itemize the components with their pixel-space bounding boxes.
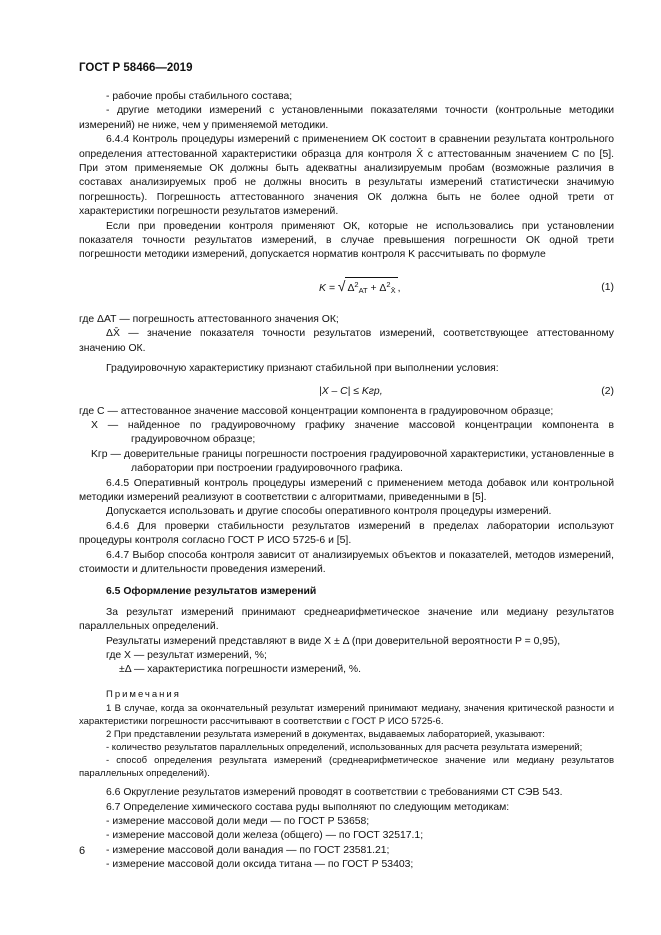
document-header: ГОСТ Р 58466—2019 <box>79 62 193 74</box>
formula-2 <box>79 381 614 403</box>
formula-2-number: (2) <box>601 385 614 397</box>
section-heading: 6.5 Оформление результатов измерений <box>106 586 317 598</box>
list-item: - измерение массовой доли ванадия — по ГОСТ 23581.21; <box>106 844 390 856</box>
note-item: - количество результатов параллельных определений, использованных для расчета результата измерений; <box>106 742 583 754</box>
formula-1-expression: K = √ $\Delta^2_{АТ} + \Delta^2_{X̄}$ , <box>319 277 400 298</box>
where-clause: где C — аттестованное значение массовой концентрации компонента в градуировочном образце; <box>79 405 554 417</box>
where-clause: где ΔАТ — погрешность аттестованного значения ОК; <box>79 313 339 325</box>
paragraph: Если при проведении контроля применяют ОК, которые не использовались при установлении показателя точности результатов измерений, в случае превышения погрешности ОК одной трети погрешности методики измерений, допускается норматив контроля K рассчитывать по формуле <box>79 220 614 261</box>
where-clause: Kгр — доверительные границы погрешности построения градуировочной характеристики, установленные в лаборатории при построении градуировочного графика. <box>91 448 614 475</box>
formula-1 <box>79 271 614 307</box>
note-item: 1 В случае, когда за окончательный результат измерений принимают медиану, значения критической разности и характеристики погрешности рассчитывают в соответствии с ГОСТ Р ИСО 5725-6. <box>79 703 614 728</box>
list-item: - измерение массовой доли железа (общего) — по ГОСТ 32517.1; <box>106 830 424 842</box>
paragraph: Допускается использовать и другие способы оперативного контроля процедуры измерений. <box>106 506 552 518</box>
note-item: 2 При представлении результата измерений в документах, выдаваемых лабораторией, указывают: <box>106 729 545 741</box>
paragraph: - другие методики измерений с установленными показателями точности (контрольные методики измерений) не ниже, чем у применяемой методики. <box>79 105 614 131</box>
note-item: - способ определения результата измерений (среднеарифметическое значение или медиану результатов параллельных определений). <box>79 755 614 780</box>
paragraph: За результат измерений принимают среднеарифметическое значение или медиану результатов параллельных определений. <box>79 606 614 633</box>
paragraph: 6.4.4 Контроль процедуры измерений с применением ОК состоит в сравнении результата контрольного определения аттестованной характеристики образца для контроля X̄ с аттестованным значением C по [5]. При этом применяемые ОК должны быть адекватны анализируемым пробам (возможные различия в составах анализируемых проб не должны вносить в результаты измерений статистически значимую погрешность). Погрешность аттестованного значения ОК должна быть не более одной трети от характеристики погрешности результатов измерений. <box>79 134 614 218</box>
paragraph: 6.4.6 Для проверки стабильности результатов измерений в пределах лаборатории используют процедуры контроля согласно ГОСТ Р ИСО 5725-6 и [5]. <box>79 520 614 547</box>
list-item: - измерение массовой доли оксида титана — по ГОСТ Р 53403; <box>106 859 414 871</box>
paragraph: где X — результат измерений, %; <box>106 650 267 661</box>
paragraph: Градуировочную характеристику признают стабильной при выполнении условия: <box>106 363 499 375</box>
notes-title: Примечания <box>106 688 181 700</box>
formula-1-lhs: K = <box>319 282 335 294</box>
where-clause: ΔX̄ — значение показателя точности результатов измерений, соответствующее аттестованному значению ОК. <box>79 328 614 354</box>
document-body <box>79 90 614 873</box>
paragraph: 6.4.7 Выбор способа контроля зависит от анализируемых объектов и показателей, методов измерений, стоимости и длительности проведения измерений. <box>79 549 614 575</box>
paragraph: Результаты измерений представляют в виде X ± Δ (при доверительной вероятности P = 0,95), <box>106 635 561 647</box>
formula-1-number: (1) <box>601 281 614 293</box>
formula-2-expression: |X – C| ≤ Kгр, <box>319 385 383 397</box>
paragraph: ±Δ — характеристика погрешности измерений, %. <box>119 664 362 676</box>
where-clause: X — найденное по градуировочному графику значение массовой концентрации компонента в градуировочном образце; <box>91 419 614 446</box>
paragraph: - рабочие пробы стабильного состава; <box>106 91 293 102</box>
paragraph: 6.4.5 Оперативный контроль процедуры измерений с применением метода добавок или контрольной методики измерений реализуют в соответствии с алгоритмами, приведенными в [5]. <box>79 477 614 503</box>
list-item: - измерение массовой доли меди — по ГОСТ Р 53658; <box>106 816 370 828</box>
paragraph: 6.6 Округление результатов измерений проводят в соответствии с требованиями СТ СЭВ 543. <box>106 787 563 799</box>
page-number: 6 <box>79 845 86 857</box>
paragraph: 6.7 Определение химического состава руды выполняют по следующим методикам: <box>106 801 510 813</box>
